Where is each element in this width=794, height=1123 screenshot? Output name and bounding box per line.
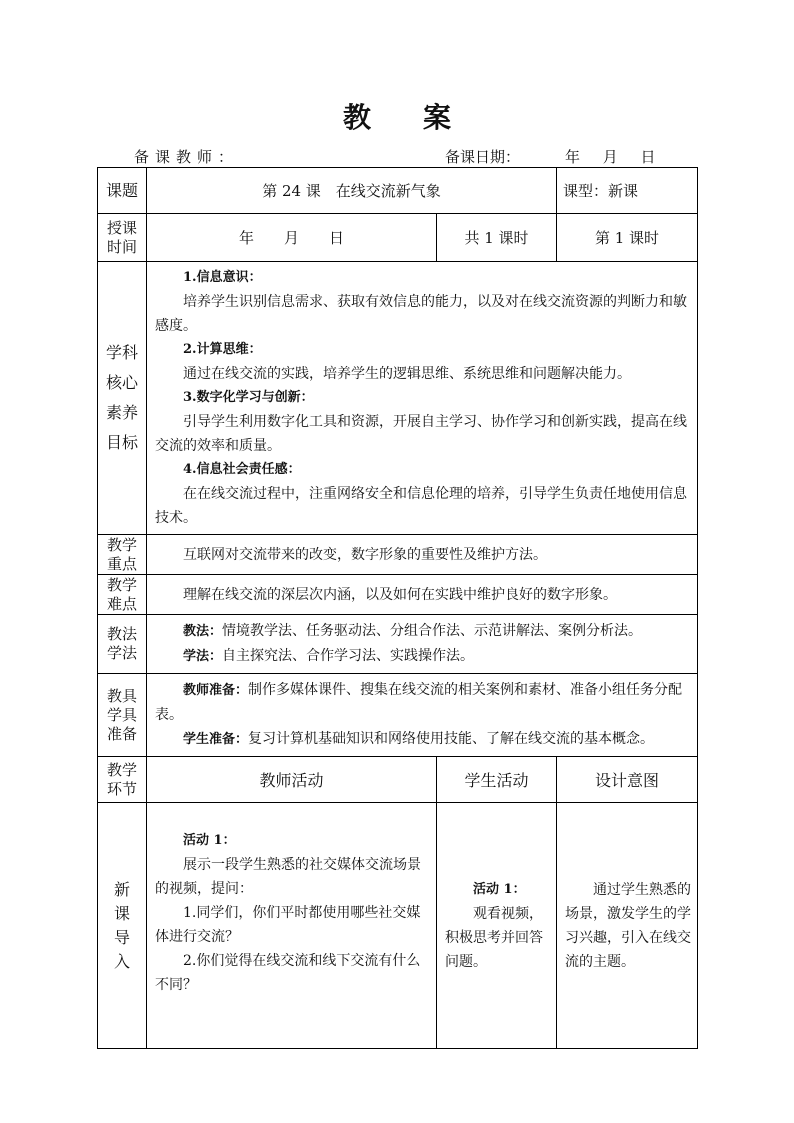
core-label-4: 目标 bbox=[105, 433, 138, 452]
document-title bbox=[0, 96, 794, 136]
core-heading: 4.信息社会责任感： bbox=[183, 462, 301, 477]
intro-student-text: 观看视频，积极思考并回答问题。 bbox=[445, 905, 543, 970]
method-content bbox=[147, 615, 698, 674]
intro-stage-label bbox=[98, 803, 147, 1049]
learn-method-text: 自主探究法、合作学习法、实践操作法。 bbox=[222, 648, 475, 664]
intro-student-activity bbox=[437, 803, 557, 1049]
date-label: 备课日期： bbox=[445, 148, 521, 166]
prep-label-1: 教具 bbox=[106, 686, 137, 705]
stage-label-2: 环节 bbox=[106, 779, 137, 798]
core-heading: 1.信息意识： bbox=[183, 270, 262, 285]
method-label bbox=[98, 615, 147, 674]
time-label-2: 时间 bbox=[106, 237, 137, 256]
diff-label-1: 教学 bbox=[106, 575, 137, 594]
core-goals-label bbox=[98, 262, 147, 535]
teacher-prep bbox=[155, 678, 691, 727]
prep-label-2: 学具 bbox=[106, 705, 137, 724]
learn-method bbox=[155, 644, 691, 669]
core-label-2: 核心 bbox=[105, 373, 138, 392]
prep-label-3: 准备 bbox=[106, 724, 137, 743]
intro-teacher-title: 活动 1： bbox=[183, 833, 236, 848]
core-text: 引导学生利用数字化工具和资源，开展自主学习、协作学习和创新实践，提高在线交流的效率和质量。 bbox=[155, 414, 687, 454]
lesson-plan-table bbox=[97, 167, 698, 1049]
time-label-1: 授课 bbox=[106, 218, 137, 237]
intro-teacher-activity bbox=[147, 803, 437, 1049]
col-design-intent: 设计意图 bbox=[557, 757, 698, 803]
core-text: 通过在线交流的实践，培养学生的逻辑思维、系统思维和问题解决能力。 bbox=[183, 366, 631, 382]
intro-teacher-line: 2.你们觉得在线交流和线下交流有什么不同？ bbox=[155, 953, 421, 993]
teacher-prep-label: 教师准备： bbox=[183, 683, 249, 698]
teach-method-text: 情境教学法、任务驱动法、分组合作法、示范讲解法、案例分析法。 bbox=[222, 623, 643, 639]
intro-label-char: 导 bbox=[113, 927, 130, 947]
method-label-1: 教法 bbox=[106, 625, 137, 643]
key-point-content bbox=[147, 535, 698, 575]
method-label-2: 学法 bbox=[106, 644, 137, 662]
difficulty-label bbox=[98, 575, 147, 615]
teacher-prep-text: 制作多媒体课件、搜集在线交流的相关案例和素材、准备小组任务分配表。 bbox=[155, 682, 683, 723]
key-point-label bbox=[98, 535, 147, 575]
col-student-activity: 学生活动 bbox=[437, 757, 557, 803]
time-total: 共 1 课时 bbox=[437, 214, 557, 262]
teach-method bbox=[155, 619, 691, 644]
time-current: 第 1 课时 bbox=[557, 214, 698, 262]
lesson-type: 课型：新课 bbox=[557, 168, 698, 214]
student-prep bbox=[155, 727, 691, 752]
prep-content bbox=[147, 674, 698, 757]
title-char-2: 案 bbox=[423, 101, 452, 134]
intro-design-intent bbox=[557, 803, 698, 1049]
core-heading: 2.计算思维： bbox=[183, 342, 262, 357]
diff-label-2: 难点 bbox=[106, 594, 137, 613]
key-point-text: 互联网对交流带来的改变，数字形象的重要性及维护方法。 bbox=[183, 546, 547, 563]
intro-label-char: 课 bbox=[113, 903, 130, 923]
core-text: 培养学生识别信息需求、获取有效信息的能力，以及对在线交流资源的判断力和敏感度。 bbox=[155, 294, 687, 334]
intro-label-char: 入 bbox=[113, 951, 130, 971]
intro-label-char: 新 bbox=[113, 879, 130, 899]
col-teacher-activity: 教师活动 bbox=[147, 757, 437, 803]
teach-method-label: 教法： bbox=[183, 624, 223, 639]
intro-teacher-line: 展示一段学生熟悉的社交媒体交流场景的视频，提问： bbox=[155, 857, 421, 897]
core-text: 在在线交流过程中，注重网络安全和信息伦理的培养，引导学生负责任地使用信息技术。 bbox=[155, 486, 687, 526]
teacher-label: 备课教师： bbox=[134, 148, 240, 166]
key-label-2: 重点 bbox=[106, 554, 137, 573]
prep-label bbox=[98, 674, 147, 757]
core-goals-content bbox=[147, 262, 698, 535]
topic-value: 第 24 课 在线交流新气象 bbox=[147, 168, 557, 214]
learn-method-label: 学法： bbox=[183, 649, 223, 664]
stage-label-1: 教学 bbox=[106, 760, 137, 779]
core-label-3: 素养 bbox=[105, 403, 138, 422]
student-prep-text: 复习计算机基础知识和网络使用技能、了解在线交流的基本概念。 bbox=[248, 731, 655, 747]
core-label-1: 学科 bbox=[105, 343, 138, 362]
intro-student-title: 活动 1： bbox=[473, 881, 526, 897]
difficulty-content bbox=[147, 575, 698, 615]
difficulty-text: 理解在线交流的深层次内涵，以及如何在实践中维护良好的数字形象。 bbox=[183, 586, 617, 603]
time-date: 年 月 日 bbox=[147, 214, 437, 262]
core-heading: 3.数字化学习与创新： bbox=[183, 390, 314, 405]
time-label bbox=[98, 214, 147, 262]
intro-teacher-line: 1.同学们，你们平时都使用哪些社交媒体进行交流？ bbox=[155, 905, 421, 945]
student-prep-label: 学生准备： bbox=[183, 732, 249, 747]
intro-design-text: 通过学生熟悉的场景，激发学生的学习兴趣，引入在线交流的主题。 bbox=[565, 881, 691, 970]
stage-label bbox=[98, 757, 147, 803]
title-char-1: 教 bbox=[342, 101, 371, 134]
topic-label: 课题 bbox=[98, 168, 147, 214]
date-fields: 年 月 日 bbox=[565, 148, 656, 166]
key-label-1: 教学 bbox=[106, 535, 137, 554]
